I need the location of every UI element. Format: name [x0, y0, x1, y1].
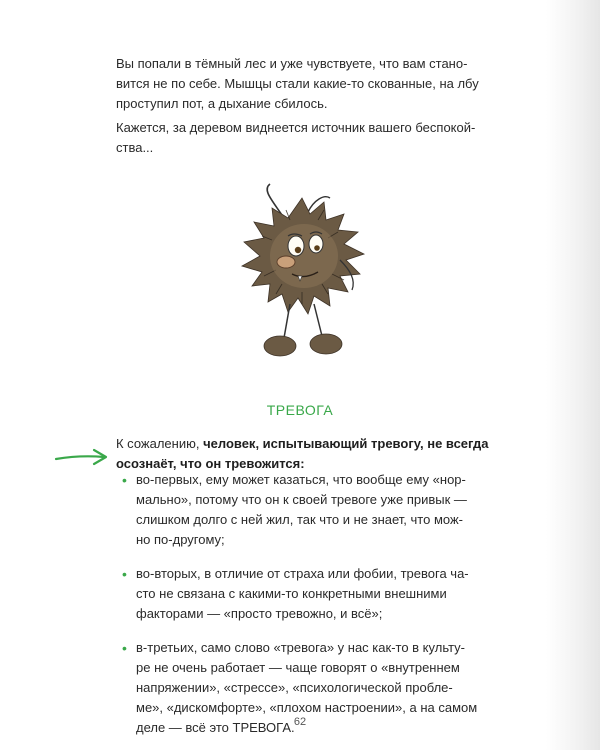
text-line: во-первых, ему может казаться, что вообще ему «нор- [136, 472, 466, 487]
intro-statement [116, 434, 516, 474]
text-line: напряжении», «стрессе», «психологической пробле- [136, 680, 453, 695]
page-number: 62 [293, 716, 307, 728]
text-line: ре не очень работает — чаще говорят о «внутреннем [136, 660, 460, 675]
text-line: ства... [116, 140, 154, 155]
text-line: но по-другому; [136, 532, 225, 547]
text-line: сто не связана с какими-то конкретными внешними [136, 586, 447, 601]
intro-paragraph-forest [116, 54, 516, 114]
text-line [116, 434, 516, 454]
section-title: ТРЕВОГА [266, 402, 334, 418]
anxiety-creature-illustration [232, 180, 372, 370]
text-line: ме», «дискомфорте», «плохом настроении», а на самом [136, 700, 478, 715]
text-line: мально», потому что он к своей тревоге уже привык — [136, 492, 467, 507]
green-arrow-icon [54, 447, 110, 467]
intro-bold: человек, испытывающий тревогу, не всегда [203, 436, 489, 451]
text-line: слишком долго с ней жил, так что и не знает, что мож- [136, 512, 463, 527]
bullet-marker: • [122, 640, 127, 656]
text-line: в-третьих, само слово «тревога» у нас как-то в культу- [136, 640, 466, 655]
list-item [122, 470, 526, 550]
text-line: деле — всё это ТРЕВОГА. [136, 720, 295, 735]
intro-bold: осознаёт, что он тревожится: [116, 456, 305, 471]
paragraph-behind-tree [116, 118, 516, 158]
bullet-marker: • [122, 472, 127, 488]
page-edge-shadow [546, 0, 600, 750]
list-item [122, 564, 526, 624]
text-line: факторами — «просто тревожно, и всё»; [136, 606, 383, 621]
text-line: во-вторых, в отличие от страха или фобии, тревога ча- [136, 566, 469, 581]
text-line: Вы попали в тёмный лес и уже чувствуете, что вам стано- [116, 56, 468, 71]
text-line: вится не по себе. Мышцы стали какие-то скованные, на лбу [116, 76, 479, 91]
bullet-list [122, 470, 526, 752]
intro-lead: К сожалению, [116, 436, 204, 451]
text-line: Кажется, за деревом виднеется источник вашего беспокой- [116, 120, 476, 135]
text-line: проступил пот, а дыхание сбилось. [116, 96, 328, 111]
bullet-marker: • [122, 566, 127, 582]
